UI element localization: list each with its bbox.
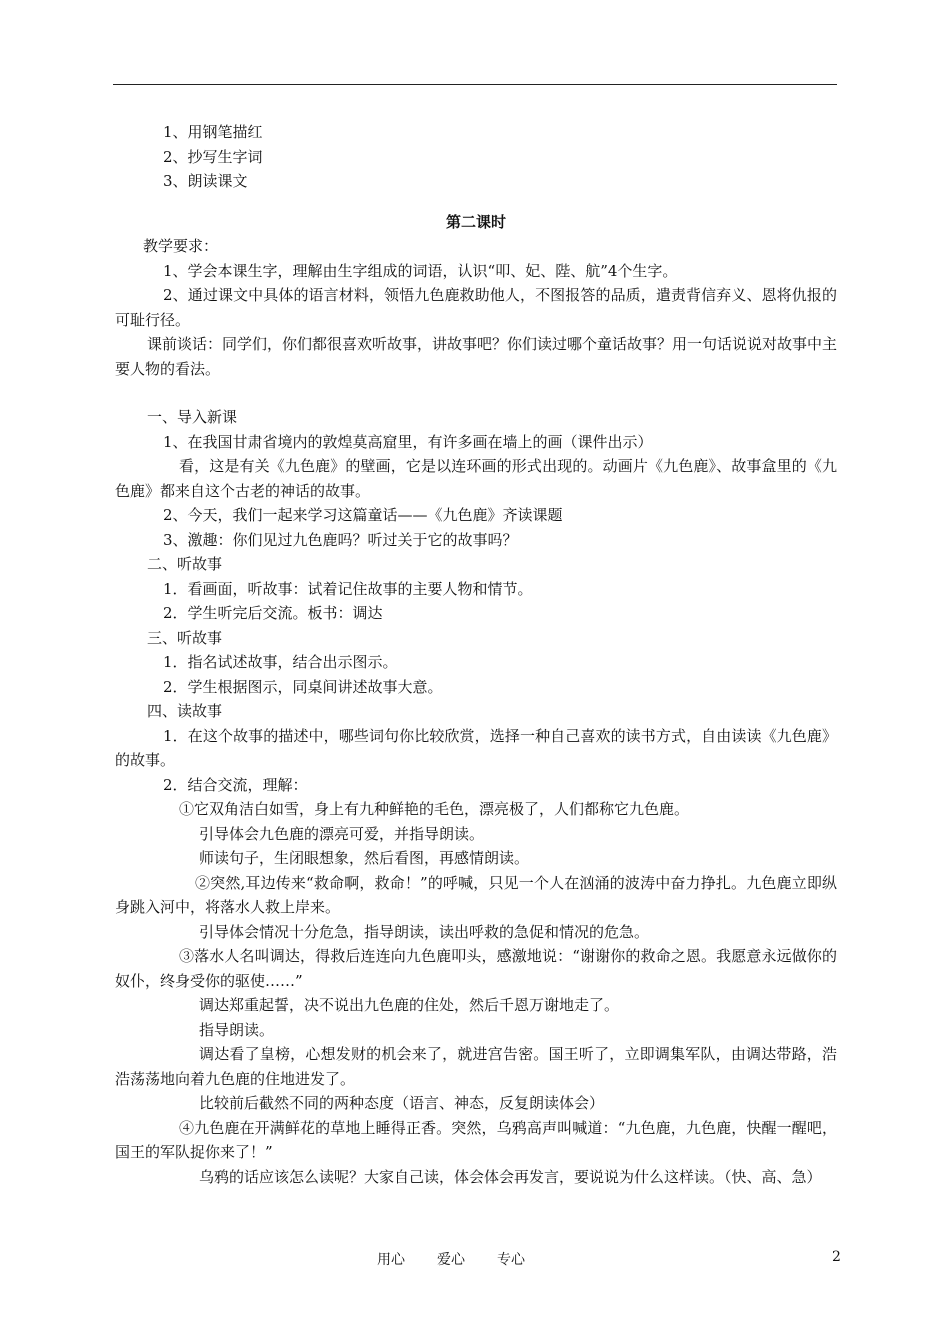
paragraph: 2、通过课文中具体的语言材料，领悟九色鹿救助他人，不图报答的品质，遣责背信弃义、恩将仇报的可耻行径。 bbox=[115, 286, 837, 329]
paragraph: ④九色鹿在开满鲜花的草地上睡得正香。突然，乌鸦高声叫喊道：“九色鹿，九色鹿，快醒一醒吧，国王的军队捉你来了！” bbox=[115, 1118, 837, 1161]
paragraph: 2．学生听完后交流。板书：调达 bbox=[163, 604, 383, 622]
section-title: 第二课时 bbox=[445, 212, 506, 231]
paragraph: 四、读故事 bbox=[147, 702, 223, 720]
list-item: 3、朗读课文 bbox=[163, 172, 248, 190]
body-text bbox=[115, 234, 837, 1189]
paragraph: 1．看画面，听故事：试着记住故事的主要人物和情节。 bbox=[163, 579, 533, 598]
paragraph: 调达看了皇榜，心想发财的机会来了，就进宫告密。国王听了，立即调集军队，由调达带路，浩浩荡荡地向着九色鹿的住地进发了。 bbox=[115, 1045, 837, 1088]
page-content bbox=[115, 120, 837, 1189]
paragraph: 引导体会情况十分危急，指导朗读，读出呼救的急促和情况的危急。 bbox=[199, 922, 650, 941]
paragraph: 1．指名试述故事，结合出示图示。 bbox=[163, 653, 398, 671]
paragraph: ②突然,耳边传来“救命啊，救命！”的呼喊，只见一个人在汹涌的波涛中奋力挣扎。九色鹿立即纵身跳入河中，将落水人救上岸来。 bbox=[115, 873, 837, 916]
paragraph: ③落水人名叫调达，得救后连连向九色鹿叩头，感激地说：“谢谢你的救命之恩。我愿意永远做你的奴仆，终身受你的驱使……” bbox=[115, 947, 837, 990]
paragraph: 一、导入新课 bbox=[147, 408, 238, 426]
paragraph: 师读句子，生闭眼想象，然后看图，再感情朗读。 bbox=[199, 849, 530, 867]
paragraph: 1．在这个故事的描述中，哪些词句你比较欣赏，选择一种自己喜欢的读书方式，自由读读《九色鹿》的故事。 bbox=[115, 726, 837, 769]
paragraph: 指导朗读。 bbox=[199, 1020, 275, 1039]
paragraph: 二、听故事 bbox=[147, 555, 223, 573]
paragraph-gap bbox=[115, 381, 837, 405]
paragraph: 2．学生根据图示，同桌间讲述故事大意。 bbox=[163, 677, 443, 696]
footer-item: 专心 bbox=[497, 1252, 525, 1268]
list-item: 1、用钢笔描红 bbox=[163, 123, 263, 141]
page-number: 2 bbox=[832, 1249, 841, 1265]
paragraph: 比较前后截然不同的两种态度（语言、神态，反复朗读体会） bbox=[199, 1094, 605, 1112]
paragraph: 乌鸦的话应该怎么读呢？大家自己读，体会体会再发言，要说说为什么这样读。（快、高、急） bbox=[199, 1167, 822, 1186]
paragraph: 2、今天，我们一起来学习这篇童话——《九色鹿》齐读课题 bbox=[163, 506, 563, 524]
footer-item: 用心 bbox=[377, 1252, 405, 1268]
paragraph: 1、在我国甘肃省境内的敦煌莫高窟里，有许多画在墙上的画（课件出示） bbox=[163, 432, 653, 451]
footer-motto bbox=[377, 1249, 557, 1269]
paragraph: 1、学会本课生字，理解由生字组成的词语，认识“叩、妃、陛、航”4个生字。 bbox=[163, 261, 678, 280]
list-item: 2、抄写生字词 bbox=[163, 147, 263, 166]
paragraph: 看，这是有关《九色鹿》的壁画，它是以连环画的形式出现的。动画片《九色鹿》、故事盒里的《九色鹿》都来自这个古老的神话的故事。 bbox=[115, 457, 837, 500]
paragraph: 引导体会九色鹿的漂亮可爱，并指导朗读。 bbox=[199, 824, 485, 843]
paragraph: 课前谈话：同学们，你们都很喜欢听故事，讲故事吧？你们读过哪个童话故事？用一句话说说对故事中主要人物的看法。 bbox=[115, 335, 838, 378]
top-list bbox=[115, 120, 837, 194]
paragraph: 3、激趣：你们见过九色鹿吗？听过关于它的故事吗？ bbox=[163, 530, 518, 549]
paragraph: 调达郑重起誓，决不说出九色鹿的住处，然后千恩万谢地走了。 bbox=[199, 996, 620, 1014]
paragraph: ①它双角洁白如雪，身上有九种鲜艳的毛色，漂亮极了，人们都称它九色鹿。 bbox=[179, 800, 690, 818]
paragraph: 教学要求： bbox=[143, 237, 219, 255]
paragraph: 2．结合交流，理解： bbox=[163, 775, 308, 794]
paragraph: 三、听故事 bbox=[147, 628, 223, 647]
header-rule bbox=[113, 84, 837, 85]
footer-item: 爱心 bbox=[437, 1252, 465, 1268]
